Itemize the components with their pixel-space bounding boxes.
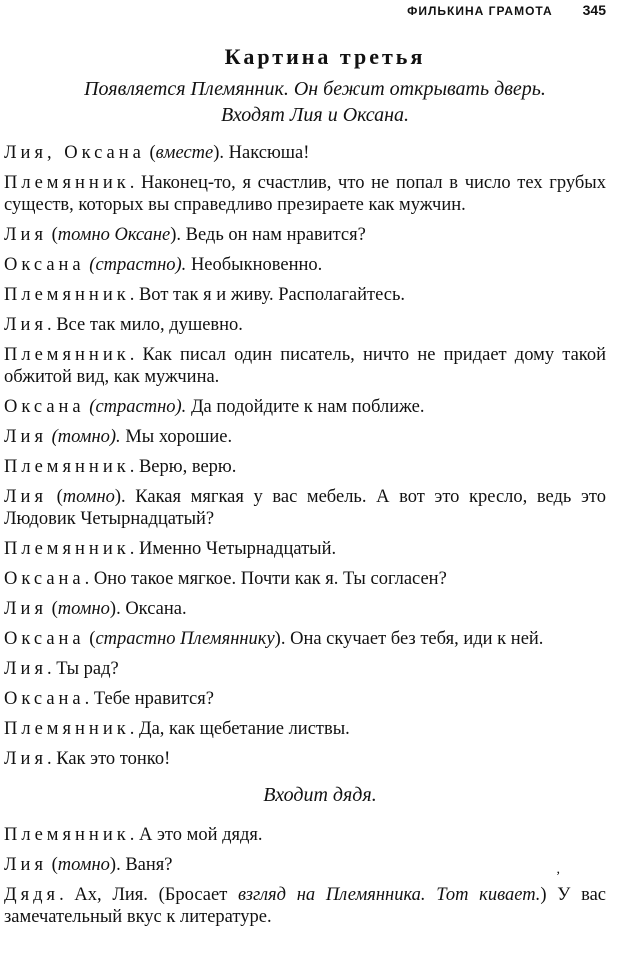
- dialogue-line: [4, 688, 606, 710]
- speech-text: . Оно такое мягкое. Почти как я. Ты согласен?: [84, 569, 447, 589]
- speech-text: . Как писал один писатель, ничто не придает дому такой обжитой вид, как мужчина.: [4, 345, 606, 387]
- speech-text: . Ах, Лия. (Бросает: [59, 885, 238, 905]
- speaker-name: Лия, Оксана: [4, 143, 145, 163]
- dialogue-line: [4, 538, 606, 560]
- speaker-name: Лия: [4, 225, 47, 245]
- speech-text: (: [46, 599, 58, 619]
- opening-stage-direction: [4, 76, 606, 128]
- speech-text: . Верю, верю.: [129, 457, 237, 477]
- speech-text: (: [46, 487, 63, 507]
- speech-text: ). Наксюша!: [213, 143, 310, 163]
- speech-text: . Да, как щебетание листвы.: [129, 719, 350, 739]
- speech-text: . Наконец-то, я счастлив, что не попал в число тех грубых существ, которых вы справедливо презираете как мужчин.: [4, 173, 606, 215]
- dialogue-line: [4, 284, 606, 306]
- dialogue-line: [4, 224, 606, 246]
- speech-text: . А это мой дядя.: [129, 825, 263, 845]
- speech-text: Да подойдите к нам поближе.: [186, 397, 425, 417]
- speech-text: (: [144, 143, 156, 163]
- stage-direction-line: Появляется Племянник. Он бежит открывать дверь.: [84, 78, 546, 100]
- speech-text: ) У вас замечательный вкус к литературе.: [4, 885, 606, 927]
- dialogue-line: [4, 748, 606, 770]
- stage-remark: томно: [62, 487, 115, 507]
- speaker-name: Племянник: [4, 719, 130, 739]
- scene-title: Картина третья: [224, 44, 426, 69]
- speaker-name: Племянник: [4, 457, 130, 477]
- speech-text: (: [46, 855, 58, 875]
- speech-text: ). Оксана.: [109, 599, 187, 619]
- speaker-name: Лия: [4, 749, 47, 769]
- dialogue-line: [4, 884, 606, 928]
- speaker-name: Оксана: [4, 569, 85, 589]
- dialogue-line: [4, 396, 606, 418]
- speaker-name: Племянник: [4, 345, 130, 365]
- margin-mark: ,: [556, 862, 560, 877]
- dialogue-line: [4, 718, 606, 740]
- speaker-name: Лия: [4, 315, 47, 335]
- speech-text: . Как это тонко!: [46, 749, 171, 769]
- speaker-name: Оксана: [4, 255, 85, 275]
- running-title: ФИЛЬКИНА ГРАМОТА: [407, 4, 553, 18]
- dialogue-line: [4, 456, 606, 478]
- dialogue-line: [4, 314, 606, 336]
- stage-remark: (томно).: [51, 427, 121, 447]
- stage-remark: взгляд на Племянника. Тот кивает.: [238, 885, 541, 905]
- speaker-name: Племянник: [4, 539, 130, 559]
- dialogue-line: [4, 254, 606, 276]
- dialogue-line: [4, 172, 606, 216]
- dialogue-line: [4, 142, 606, 164]
- speech-text: (: [84, 629, 96, 649]
- speaker-name: Оксана: [4, 629, 85, 649]
- dialogue-part-2: [4, 824, 606, 928]
- speaker-name: Оксана: [4, 689, 85, 709]
- stage-direction-line: Входят Лия и Оксана.: [220, 104, 410, 126]
- speaker-name: Дядя: [4, 885, 60, 905]
- speaker-name: Лия: [4, 427, 47, 447]
- stage-remark: томно: [57, 855, 110, 875]
- stage-remark: страстно Племяннику: [95, 629, 275, 649]
- speech-text: ). Ваня?: [109, 855, 173, 875]
- speech-text: Мы хорошие.: [120, 427, 233, 447]
- speech-text: . Тебе нравится?: [84, 689, 214, 709]
- speech-text: . Все так мило, душевно.: [46, 315, 243, 335]
- page-content: [4, 44, 606, 936]
- speech-text: . Вот так я и живу. Располагайтесь.: [129, 285, 406, 305]
- speaker-name: Племянник: [4, 285, 130, 305]
- dialogue-part-1: [4, 142, 606, 770]
- dialogue-line: [4, 854, 606, 876]
- dialogue-line: [4, 486, 606, 530]
- mid-stage-direction: Входит дядя.: [263, 784, 377, 806]
- speaker-name: Лия: [4, 855, 47, 875]
- dialogue-line: [4, 658, 606, 680]
- speaker-name: Лия: [4, 659, 47, 679]
- stage-remark: томно: [57, 599, 110, 619]
- stage-remark: (страстно).: [89, 397, 187, 417]
- speech-text: ). Ведь он нам нравится?: [170, 225, 366, 245]
- dialogue-line: [4, 568, 606, 590]
- dialogue-line: [4, 598, 606, 620]
- speaker-name: Лия: [4, 487, 47, 507]
- page-number: 345: [582, 2, 606, 18]
- speech-text: . Ты рад?: [46, 659, 119, 679]
- speaker-name: Племянник: [4, 825, 130, 845]
- stage-remark: вместе: [155, 143, 214, 163]
- dialogue-line: [4, 628, 606, 650]
- speech-text: ). Она скучает без тебя, иди к ней.: [274, 629, 544, 649]
- speech-text: ). Какая мягкая у вас мебель. А вот это кресло, ведь это Людовик Четырнадцатый?: [4, 487, 606, 529]
- speaker-name: Племянник: [4, 173, 130, 193]
- speaker-name: Оксана: [4, 397, 85, 417]
- dialogue-line: [4, 344, 606, 388]
- speech-text: . Именно Четырнадцатый.: [129, 539, 337, 559]
- stage-remark: томно Оксане: [57, 225, 171, 245]
- speech-text: Необыкновенно.: [186, 255, 323, 275]
- speech-text: (: [46, 225, 58, 245]
- stage-remark: (страстно).: [89, 255, 187, 275]
- dialogue-line: [4, 426, 606, 448]
- page-header: [407, 2, 606, 18]
- speaker-name: Лия: [4, 599, 47, 619]
- dialogue-line: [4, 824, 606, 846]
